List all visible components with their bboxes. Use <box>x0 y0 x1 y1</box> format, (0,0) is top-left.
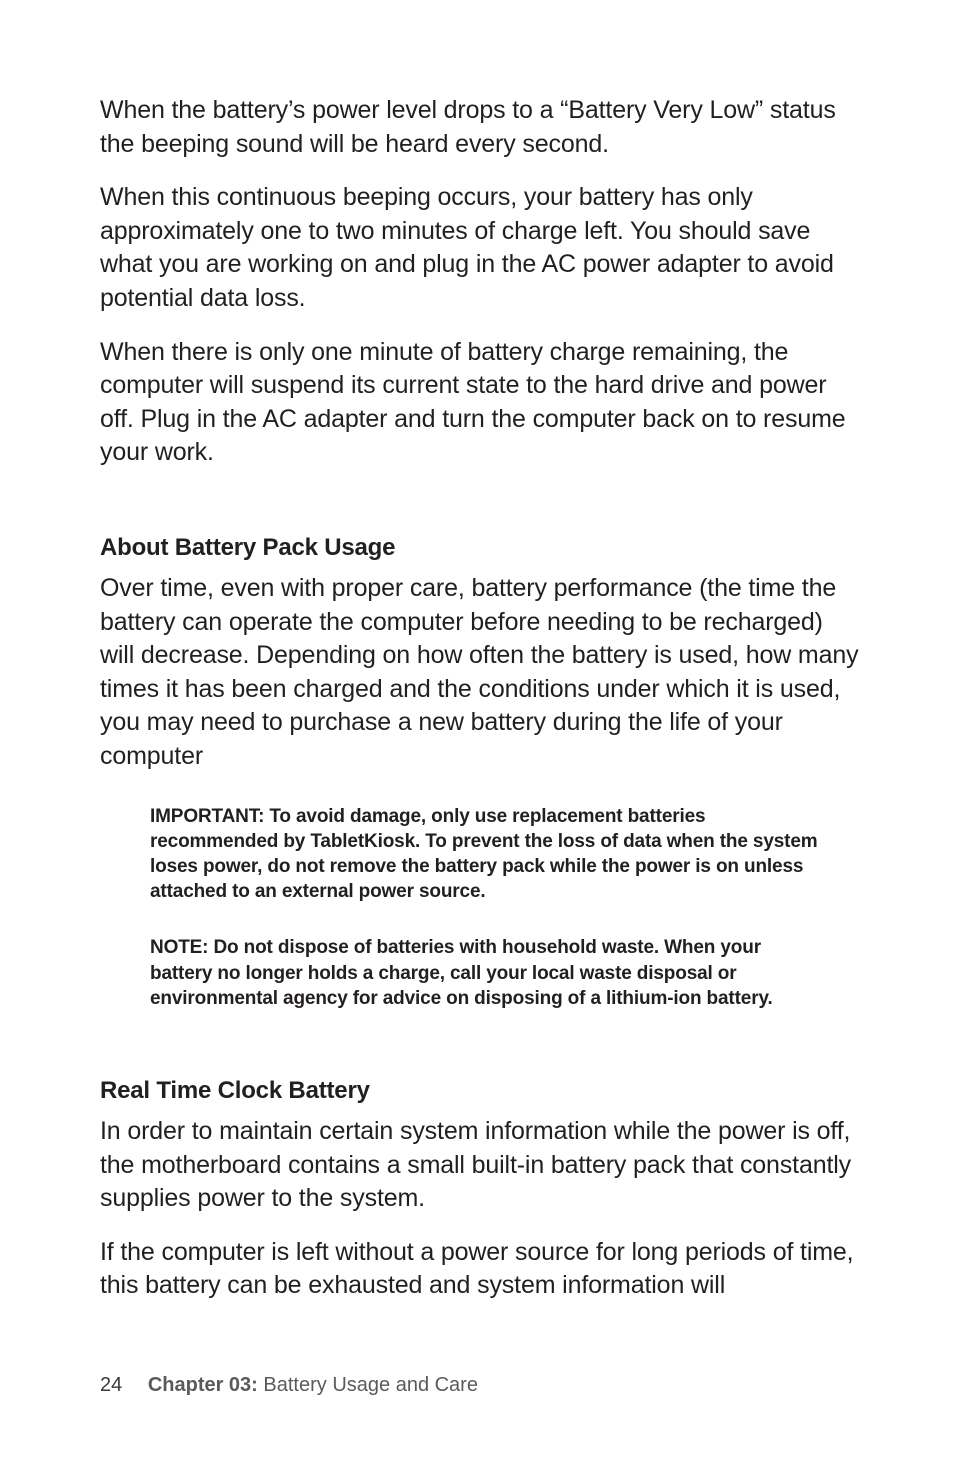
paragraph-one-minute-remaining: When there is only one minute of battery charge remaining, the computer will suspend its current state to the hard drive and power off. Plug in the AC adapter and turn the computer back on to resume your work. <box>100 337 846 467</box>
paragraph-battery-very-low: When the battery’s power level drops to a “Battery Very Low” status the beeping sound will be heard every second. <box>100 96 836 158</box>
page-number: 24 <box>100 1374 123 1396</box>
important-notice: IMPORTANT: To avoid damage, only use replacement batteries recommended by TabletKiosk. To prevent the loss of data when the system loses power, do not remove the battery pack while the power is on unless attached to an external power source. <box>150 805 818 903</box>
page-body <box>100 94 860 1323</box>
chapter-title: Battery Usage and Care <box>263 1374 478 1396</box>
heading-real-time-clock-battery: Real Time Clock Battery <box>100 1076 370 1104</box>
paragraph-rtc-exhausted: If the computer is left without a power source for long periods of time, this battery can be exhausted and system information will <box>100 1237 854 1300</box>
paragraph-rtc-battery: In order to maintain certain system information while the power is off, the motherboard contains a small built-in battery pack that constantly supplies power to the system. <box>100 1116 852 1213</box>
paragraph-battery-pack-usage: Over time, even with proper care, battery performance (the time the battery can operate the computer before needing to be recharged) will decrease. Depending on how often the battery is used, how many times it has been charged and the conditions under which it is used, you may need to purchase a new battery during the life of your computer <box>100 573 859 770</box>
note-notice: NOTE: Do not dispose of batteries with household waste. When your battery no longer holds a charge, call your local waste disposal or environmental agency for advice on disposing of a lithium-ion battery. <box>150 937 773 1009</box>
heading-about-battery-pack-usage: About Battery Pack Usage <box>100 533 396 561</box>
page-footer <box>100 1371 478 1399</box>
chapter-label: Chapter 03: <box>147 1374 258 1396</box>
paragraph-continuous-beeping: When this continuous beeping occurs, your battery has only approximately one to two minutes of charge left. You should save what you are working on and plug in the AC power adapter to avoid potential data loss. <box>100 183 834 312</box>
